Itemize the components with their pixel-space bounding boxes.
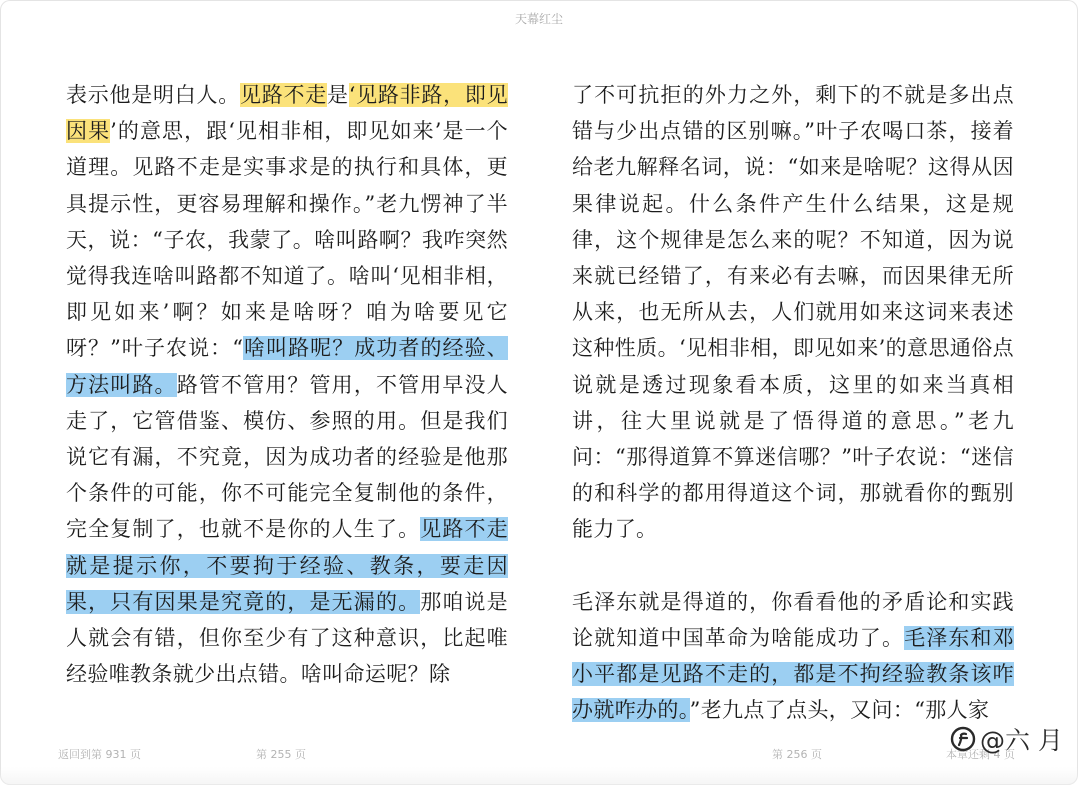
chapter-pages-remaining: 本章还剩 4 页 bbox=[946, 748, 1015, 761]
zhihu-logo-icon bbox=[950, 726, 976, 752]
paragraph bbox=[66, 77, 508, 692]
watermark-text: @六 月 bbox=[980, 726, 1063, 755]
right-page-number: 第 256 页 bbox=[772, 748, 822, 761]
highlight-blue[interactable]: 啥叫路呢？成功者的经验、方法叫路。 bbox=[66, 336, 508, 397]
return-to-page-link[interactable]: 返回到第 931 页 bbox=[58, 748, 141, 761]
paragraph bbox=[572, 584, 1014, 729]
watermark bbox=[950, 721, 1063, 757]
text-run: ’的意思，跟‘见相非相，即见如来’是一个道理。见路不走是实事求是的执行和具体，更具提示性，更容易理解和操作。”老九愣神了半天，说：“子农，我蒙了。啥叫路啊？我咋突然觉得我连啥叫路都不知道了。啥叫‘见相非相，即见如来’啊？如来是啥呀？咱为啥要见它呀？”叶子农说：“ bbox=[66, 119, 508, 361]
bottom-shadow bbox=[0, 767, 1078, 785]
right-page bbox=[572, 77, 1014, 728]
text-run: 了不可抗拒的外力之外，剩下的不就是多出点错与少出点错的区别嘛。”叶子农喝口茶，接着给老九解释名词，说：“如来是啥呢？这得从因果律说起。什么条件产生什么结果，这是规律，这个规律是怎么来的呢？不知道，因为说来就已经错了，有来必有去嘛，而因果律无所从来，也无所从去，人们就用如来这词来表述这种性质。‘见相非相，即见如来’的意思通俗点说就是透过现象看本质，这里的如来当真相讲，往大里说就是了悟得道的意思。”老九问：“那得道算不算迷信哪？”叶子农说：“迷信的和科学的都用得道这个词，那就看你的甄别能力了。 bbox=[572, 83, 1014, 542]
highlight-yellow[interactable]: 见路不走 bbox=[239, 83, 327, 107]
text-run: 路管不管用？管用，不管用早没人走了，它管借鉴、模仿、参照的用。但是我们说它有漏，不究竟，因为成功者的经验是他那个条件的可能，你不可能完全复制他的条件，完全复制了，也就不是你的人生了。 bbox=[66, 372, 509, 542]
highlight-yellow[interactable]: ‘见路非路，即见因果 bbox=[66, 83, 508, 144]
left-page-number: 第 255 页 bbox=[256, 748, 306, 761]
text-run: ”老九点了点头，又问：“那人家 bbox=[689, 698, 990, 723]
left-page bbox=[66, 77, 508, 692]
text-run: 表示他是明白人。 bbox=[66, 83, 240, 107]
text-run: 是 bbox=[326, 83, 349, 107]
book-title: 天幕红尘 bbox=[514, 12, 563, 26]
text-run: 毛泽东就是得道的，你看看他的矛盾论和实践论就知道中国革命为啥能成功了。 bbox=[572, 589, 1014, 650]
paragraph bbox=[572, 77, 1014, 548]
highlight-blue[interactable]: 见路不走就是提示你，不要拘于经验、教条，要走因果，只有因果是究竟的，是无漏的。 bbox=[66, 517, 508, 614]
highlight-blue[interactable]: 毛泽东和邓小平都是见路不走的，都是不拘经验教条该咋办就咋办的。 bbox=[572, 625, 1015, 723]
text-run: 那咱说是人就会有错，但你至少有了这种意识，比起唯经验唯教条就少出点错。啥叫命运呢？除 bbox=[66, 589, 508, 687]
